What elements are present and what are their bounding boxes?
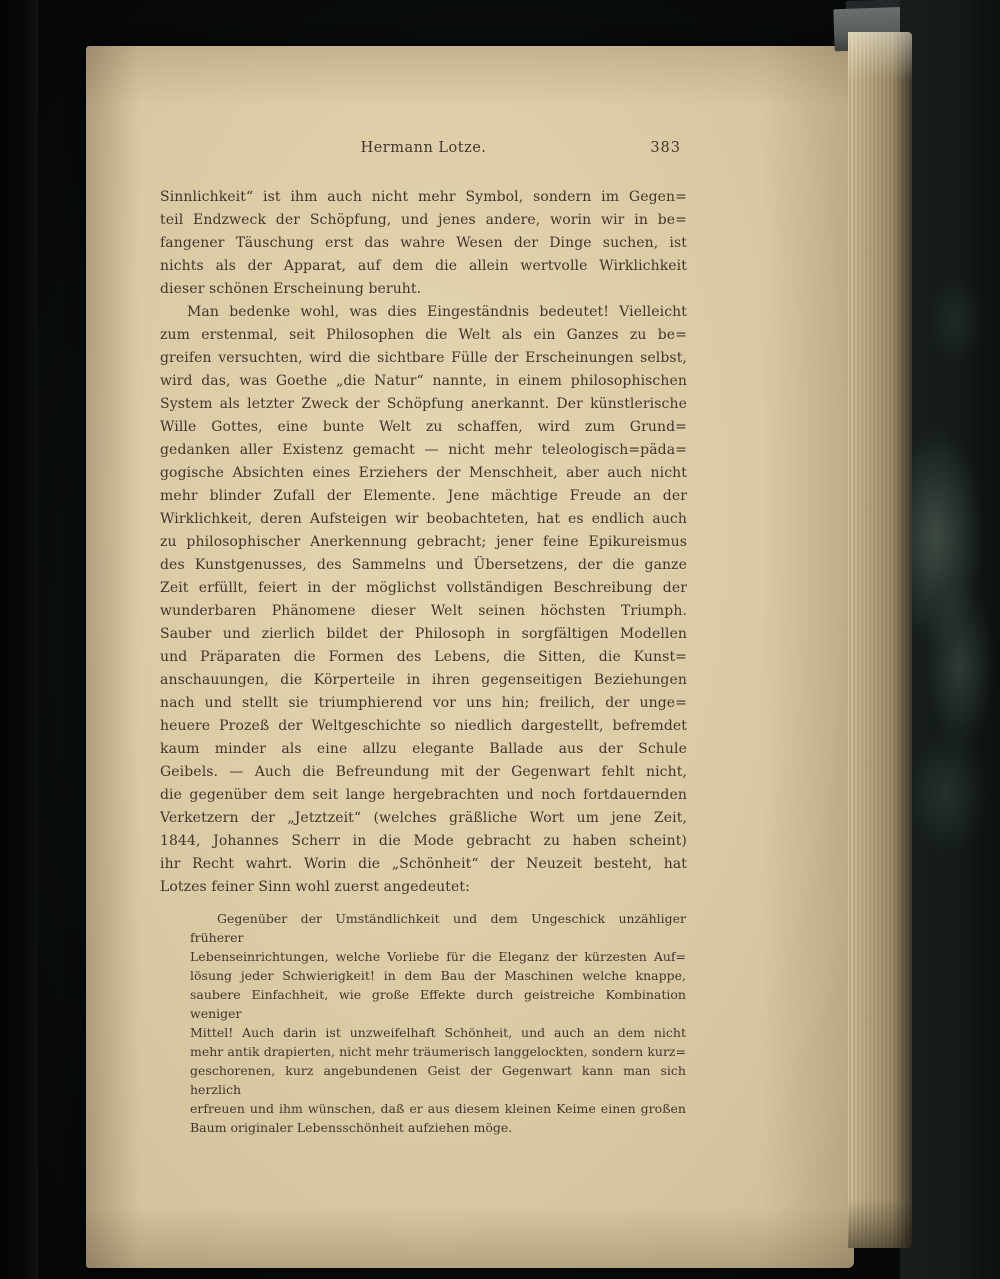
text-line: teil Endzweck der Schöpfung, und jenes andere, worin wir in be=	[160, 212, 687, 228]
text-line: Lebenseinrichtungen, welche Vorliebe für die Eleganz der kürzesten Auf=	[190, 949, 686, 964]
text-line: Wirklichkeit, deren Aufsteigen wir beobachteten, hat es endlich auch	[160, 511, 687, 527]
book-cover-left-edge	[0, 0, 38, 1279]
text-line: Sinnlichkeit“ ist ihm auch nicht mehr Symbol, sondern im Gegen=	[160, 189, 687, 205]
text-line: Man bedenke wohl, was dies Eingeständnis bedeutet! Vielleicht	[187, 304, 687, 320]
text-line: und Präparaten die Formen des Lebens, die Sitten, die Kunst=	[160, 649, 687, 665]
text-line: lösung jeder Schwierigkeit! in dem Bau der Maschinen welche knappe,	[190, 968, 686, 983]
text-line: Gegenüber der Umständlichkeit und dem Ungeschick unzähliger früherer	[190, 911, 686, 945]
text-line: saubere Einfachheit, wie große Effekte durch geistreiche Kombination weniger	[190, 987, 686, 1021]
text-line: wird das, was Goethe „die Natur“ nannte, in einem philosophischen	[160, 373, 687, 389]
page-gutter-edges	[38, 38, 86, 1264]
text-line: heuere Prozeß der Weltgeschichte so niedlich dargestellt, befremdet	[160, 718, 687, 734]
text-line: kaum minder als eine allzu elegante Ballade aus der Schule	[160, 741, 687, 757]
text-line: dieser schönen Erscheinung beruht.	[160, 281, 422, 297]
text-line: anschauungen, die Körperteile in ihren gegenseitigen Beziehungen	[160, 672, 687, 688]
text-line: nichts als der Apparat, auf dem die allein wertvolle Wirklichkeit	[160, 258, 687, 274]
paragraph-continuation	[160, 186, 687, 301]
text-line: greifen versuchten, wird die sichtbare Fülle der Erscheinungen selbst,	[160, 350, 687, 366]
text-line: System als letzter Zweck der Schöpfung anerkannt. Der künstlerische	[160, 396, 687, 412]
book-cover-right	[900, 0, 1000, 1279]
text-line: wunderbaren Phänomene dieser Welt seinen höchsten Triumph.	[160, 603, 687, 619]
text-line: erfreuen und ihm wünschen, daß er aus diesem kleinen Keime einen großen	[190, 1101, 686, 1116]
text-line: gogische Absichten eines Erziehers der Menschheit, aber auch nicht	[160, 465, 687, 481]
block-quote	[190, 909, 686, 1137]
text-line: Verketzern der „Jetztzeit“ (welches gräßliche Wort um jene Zeit,	[160, 810, 687, 826]
text-line: mehr antik drapierten, nicht mehr träumerisch langgelockten, sondern kurz=	[190, 1044, 686, 1059]
running-header-title: Hermann Lotze.	[360, 140, 487, 156]
text-line: Wille Gottes, eine bunte Welt zu schaffen, wird zum Grund=	[160, 419, 687, 435]
text-line: Mittel! Auch darin ist unzweifelhaft Schönheit, und auch an dem nicht	[190, 1025, 686, 1040]
text-line: die gegenüber dem seit lange hergebrachten und noch fortdauernden	[160, 787, 687, 803]
paragraph-main	[160, 301, 687, 899]
text-line: Baum originaler Lebensschönheit aufziehen möge.	[190, 1120, 513, 1135]
text-line: fangener Täuschung erst das wahre Wesen der Dinge suchen, ist	[160, 235, 687, 251]
text-line: 1844, Johannes Scherr in die Mode gebracht zu haben scheint)	[160, 833, 687, 849]
text-line: gedanken aller Existenz gemacht — nicht mehr teleologisch=päda=	[160, 442, 687, 458]
page-stack-edge	[848, 32, 912, 1248]
page-header	[160, 140, 687, 160]
text-line: Zeit erfüllt, feiert in der möglichst vollständigen Beschreibung der	[160, 580, 687, 596]
text-line: des Kunstgenusses, des Sammelns und Übersetzens, der die ganze	[160, 557, 687, 573]
text-line: Sauber und zierlich bildet der Philosoph in sorgfältigen Modellen	[160, 626, 687, 642]
text-line: Geibels. — Auch die Befreundung mit der Gegenwart fehlt nicht,	[160, 764, 687, 780]
text-line: mehr blinder Zufall der Elemente. Jene mächtige Freude an der	[160, 488, 687, 504]
page-number: 383	[650, 140, 681, 156]
text-line: Lotzes feiner Sinn wohl zuerst angedeutet:	[160, 879, 470, 895]
text-line: ihr Recht wahrt. Worin die „Schönheit“ der Neuzeit besteht, hat	[160, 856, 687, 872]
text-line: nach und stellt sie triumphierend vor uns hin; freilich, der unge=	[160, 695, 687, 711]
page-content	[160, 140, 687, 1137]
text-line: zum erstenmal, seit Philosophen die Welt als ein Ganzes zu be=	[160, 327, 687, 343]
text-line: zu philosophischer Anerkennung gebracht; jener feine Epikureismus	[160, 534, 687, 550]
text-line: geschorenen, kurz angebundenen Geist der Gegenwart kann man sich herzlich	[190, 1063, 686, 1097]
book-page	[86, 46, 854, 1268]
